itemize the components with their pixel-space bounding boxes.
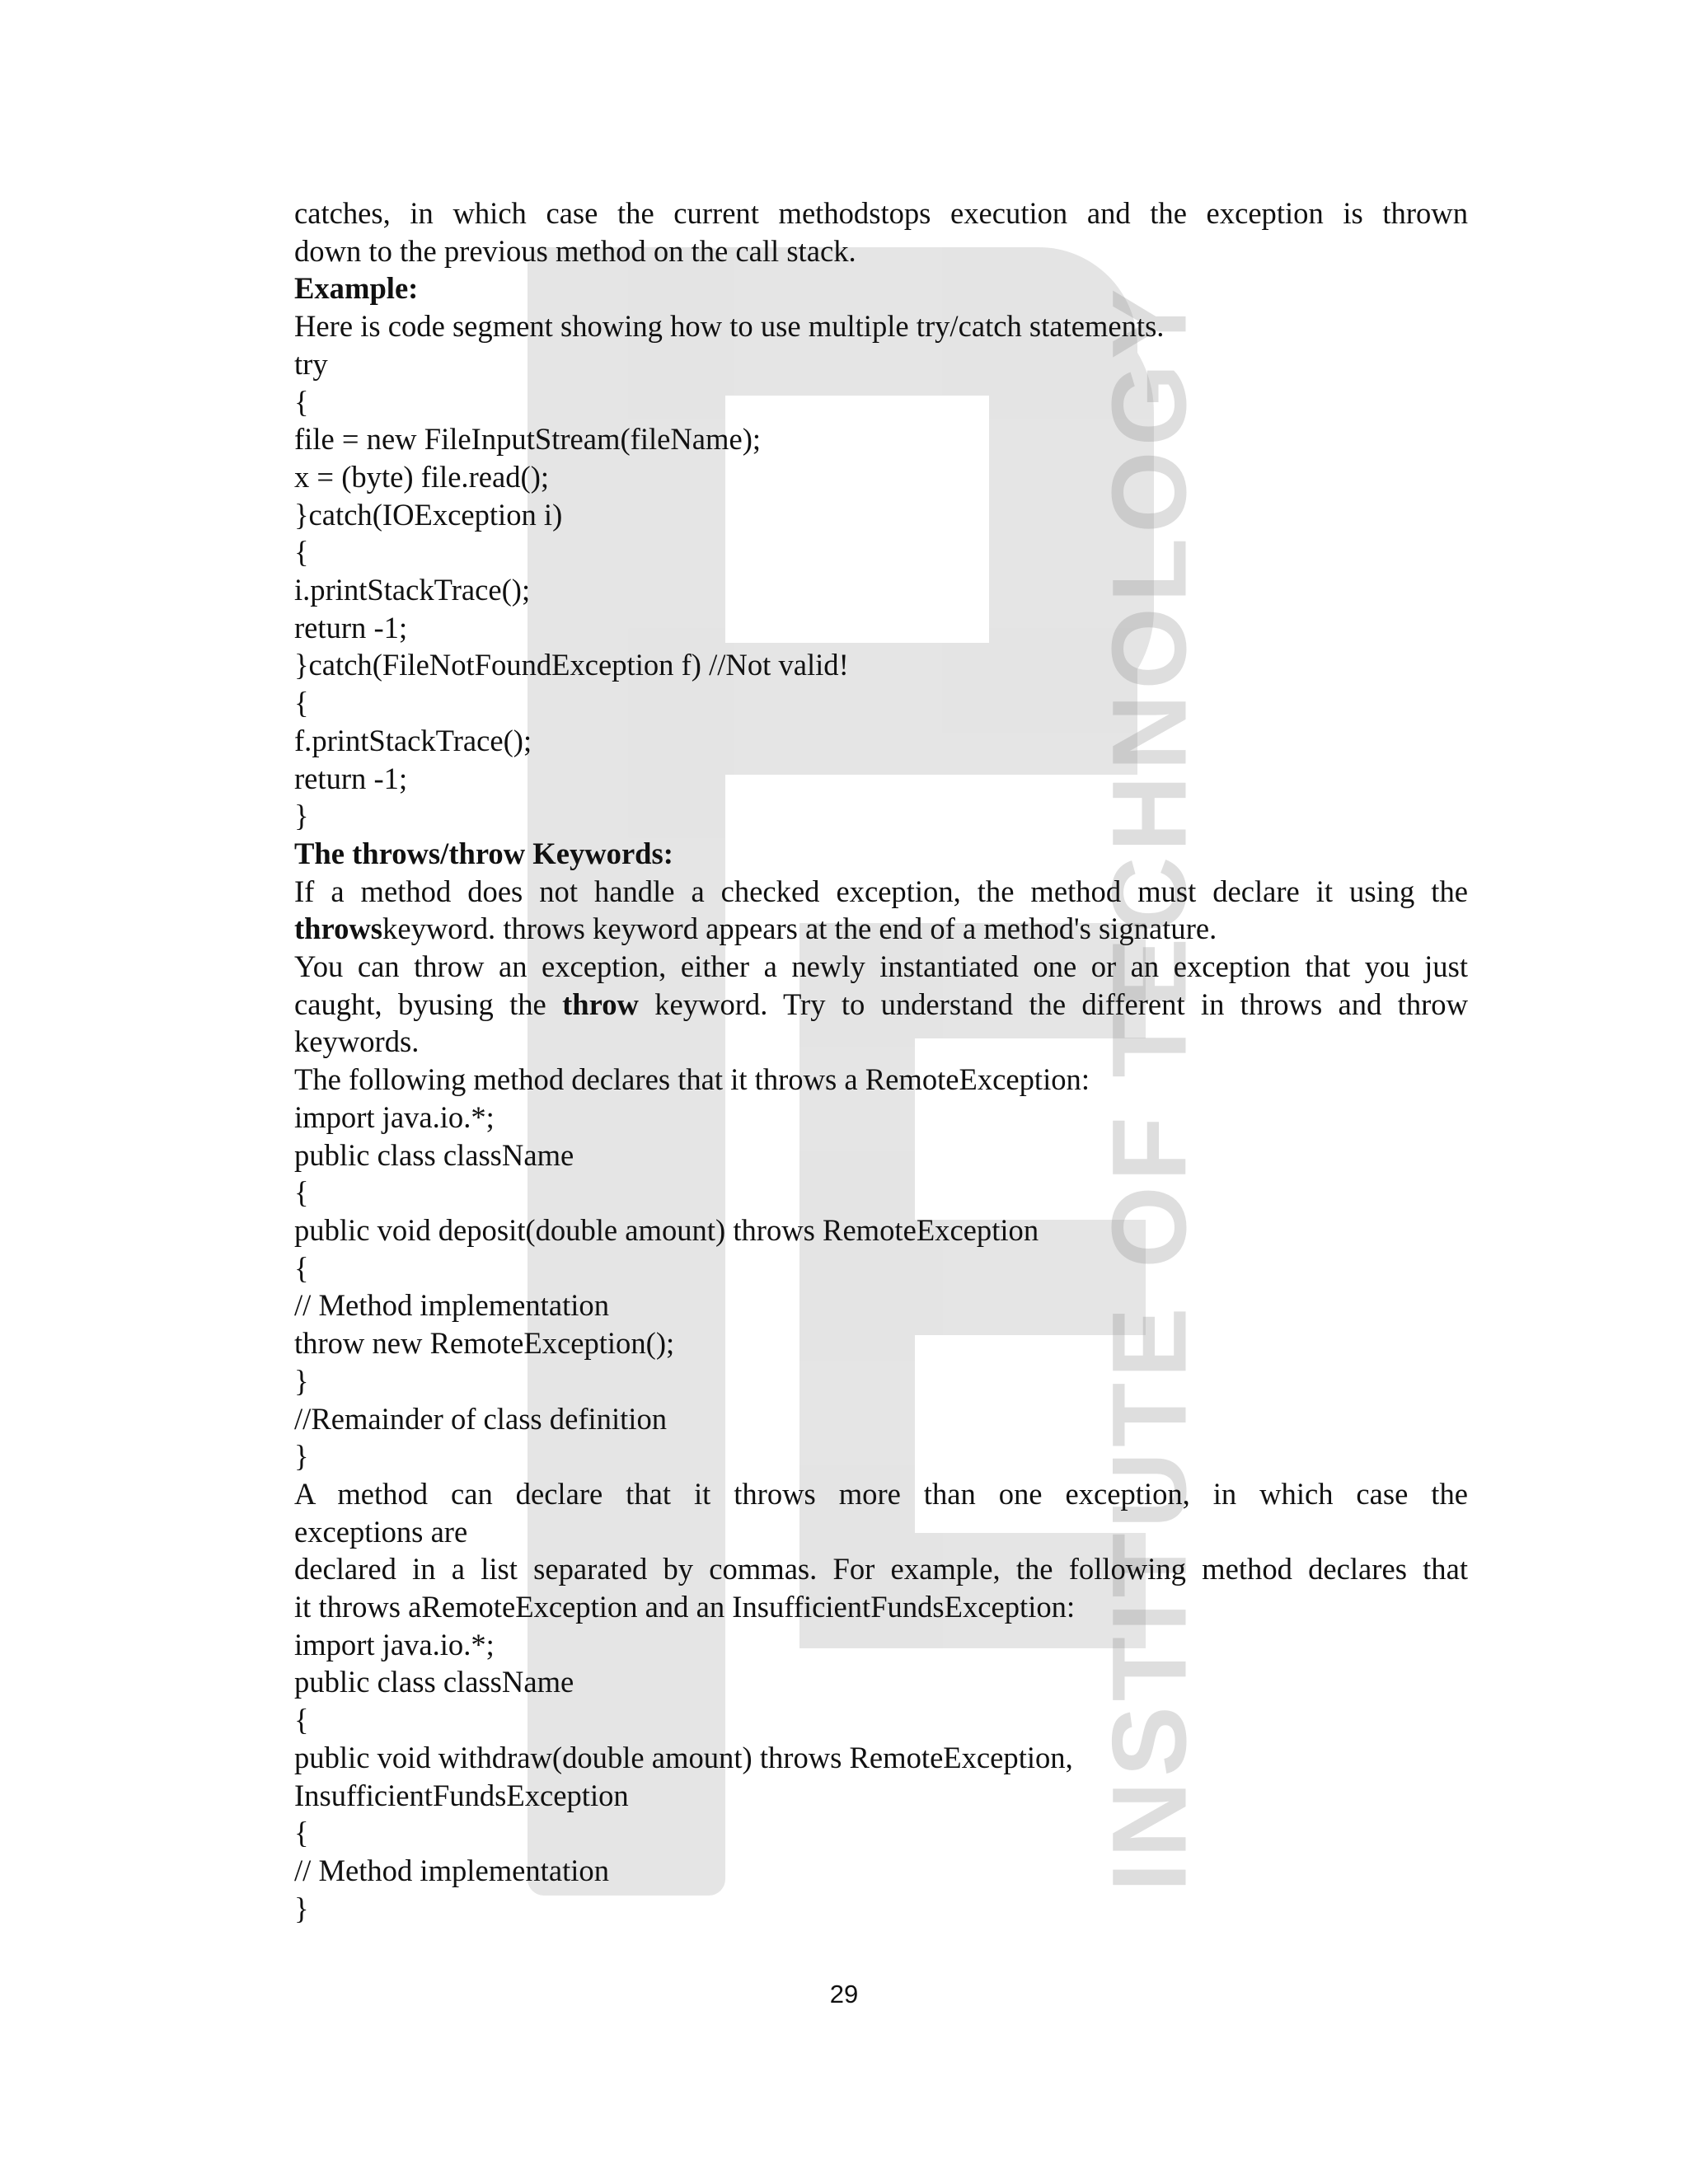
paragraph-line: [294, 986, 1468, 1024]
paragraph-line: The following method declares that it throws a RemoteException:: [294, 1062, 1090, 1097]
code-line: }: [294, 1363, 309, 1398]
code-line: public void withdraw(double amount) throws RemoteException,: [294, 1740, 1073, 1774]
code-line: //Remainder of class definition: [294, 1401, 668, 1436]
code-line: }catch(FileNotFoundException f) //Not valid!: [294, 648, 849, 682]
watermark-text: INSTITUTE OF TECHNOLOGY: [1090, 284, 1209, 1892]
paragraph-line: catches, in which case the current methodstops execution and the exception is thrown: [294, 196, 1468, 230]
code-line: }: [294, 1439, 309, 1474]
code-line: import java.io.*;: [294, 1627, 495, 1661]
code-line: {: [294, 1250, 309, 1285]
code-block-deposit: [294, 1099, 1468, 1475]
text-run: keyword. Try to understand the different in throws and throw: [638, 987, 1468, 1021]
paragraph-line: [294, 910, 1468, 948]
code-line: {: [294, 1703, 309, 1737]
paragraph-line: down to the previous method on the call stack.: [294, 233, 856, 268]
code-line: InsufficientFundsException: [294, 1778, 629, 1812]
code-line: public class className: [294, 1137, 574, 1172]
paragraph-line: declared in a list separated by commas. For example, the following method declares that: [294, 1552, 1468, 1586]
code-line: f.printStackTrace();: [294, 723, 532, 757]
code-line: {: [294, 1175, 309, 1210]
code-line: import java.io.*;: [294, 1099, 495, 1134]
code-line: public void deposit(double amount) throws RemoteException: [294, 1212, 1039, 1247]
section-heading: The throws/throw Keywords:: [294, 836, 673, 870]
paragraph-line: If a method does not handle a checked exception, the method must declare it using the: [294, 874, 1468, 908]
paragraph-line: exceptions are: [294, 1514, 468, 1549]
keyword-throw: throw: [562, 987, 639, 1021]
keyword-throws: throws: [294, 912, 383, 946]
page-content: [294, 194, 1468, 1927]
code-block-withdraw: [294, 1626, 1468, 1928]
code-line: }catch(IOException i): [294, 497, 563, 532]
code-line: try: [294, 346, 328, 381]
code-line: }: [294, 1891, 309, 1925]
example-heading: Example:: [294, 271, 419, 306]
code-line: file = new FileInputStream(fileName);: [294, 422, 762, 457]
code-line: x = (byte) file.read();: [294, 459, 550, 494]
code-line: {: [294, 686, 309, 720]
code-line: {: [294, 535, 309, 569]
code-line: return -1;: [294, 610, 408, 644]
code-line: public class className: [294, 1665, 574, 1699]
code-line: // Method implementation: [294, 1853, 609, 1887]
paragraph-line: keywords.: [294, 1024, 420, 1059]
code-line: throw new RemoteException();: [294, 1326, 675, 1361]
code-line: {: [294, 384, 309, 419]
code-line: }: [294, 799, 309, 833]
code-block-try-catch: [294, 345, 1468, 835]
paragraph-line: A method can declare that it throws more than one exception, in which case the: [294, 1476, 1468, 1511]
page-number: 29: [829, 1980, 859, 2008]
text-run: keyword. throws keyword appears at the end of a method's signature.: [382, 912, 1217, 946]
paragraph-line: Here is code segment showing how to use multiple try/catch statements.: [294, 309, 1165, 344]
text-run: caught, byusing the: [294, 987, 563, 1021]
paragraph-line: You can throw an exception, either a newly instantiated one or an exception that you just: [294, 949, 1468, 984]
code-line: return -1;: [294, 761, 408, 795]
code-line: {: [294, 1816, 309, 1850]
paragraph-line: it throws aRemoteException and an InsufficientFundsException:: [294, 1590, 1076, 1624]
code-line: i.printStackTrace();: [294, 573, 531, 607]
code-line: // Method implementation: [294, 1288, 609, 1323]
